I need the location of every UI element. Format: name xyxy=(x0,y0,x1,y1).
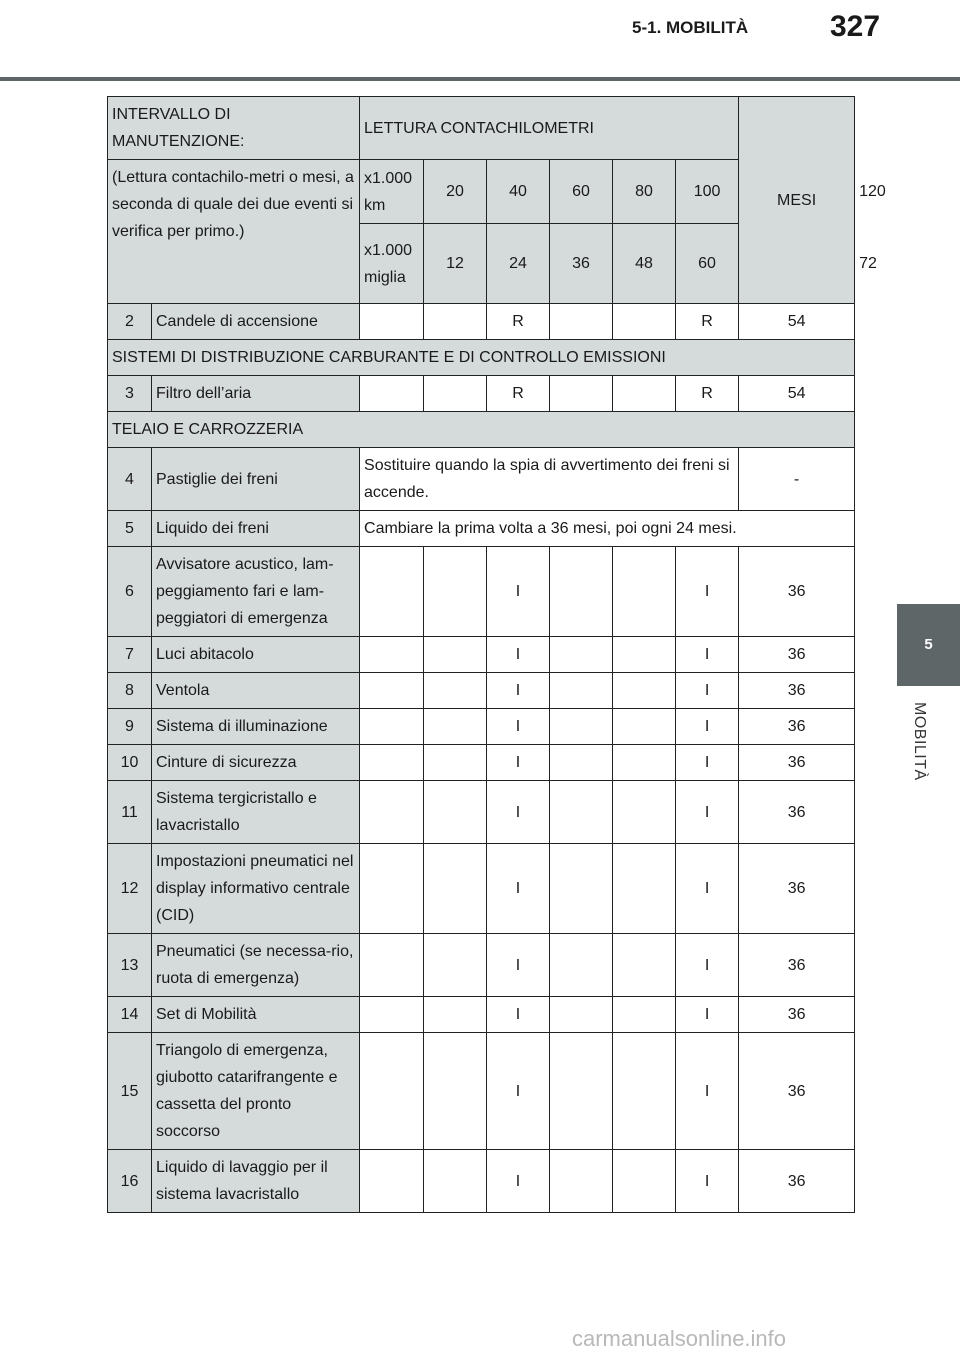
row-item: Liquido di lavaggio per il sistema lavacristallo xyxy=(152,1150,360,1213)
empty-cell xyxy=(550,997,613,1033)
odometer-label-cell: LETTURA CONTACHILOMETRI xyxy=(360,97,739,160)
months-header-cell: MESI xyxy=(739,97,855,304)
row-mark: I xyxy=(676,547,739,637)
empty-cell xyxy=(360,709,424,745)
miles-label-cell: x1.000 miglia xyxy=(360,224,424,304)
row-mark: I xyxy=(676,709,739,745)
table-row xyxy=(108,709,855,745)
row-item: Pneumatici (se necessa-rio, ruota di emergenza) xyxy=(152,934,360,997)
page-number: 327 xyxy=(830,10,881,43)
section-row-chassis: TELAIO E CARROZZERIA xyxy=(108,412,855,448)
row-item: Ventola xyxy=(152,673,360,709)
row-mark: I xyxy=(676,781,739,844)
row-mark: I xyxy=(487,745,550,781)
row-item: Cinture di sicurezza xyxy=(152,745,360,781)
km-label-cell: x1.000 km xyxy=(360,160,424,224)
empty-cell xyxy=(613,709,676,745)
row-item: Luci abitacolo xyxy=(152,637,360,673)
row-mark: I xyxy=(487,547,550,637)
chapter-label: MOBILITÀ xyxy=(911,702,928,781)
mile-value: 24 xyxy=(487,224,550,304)
empty-cell xyxy=(424,934,487,997)
empty-cell xyxy=(424,781,487,844)
empty-cell xyxy=(360,637,424,673)
empty-cell xyxy=(424,547,487,637)
empty-cell xyxy=(613,745,676,781)
row-number: 16 xyxy=(108,1150,152,1213)
km-value: 40 xyxy=(487,160,550,224)
row-months: 36 xyxy=(739,1033,855,1150)
empty-cell xyxy=(424,1150,487,1213)
empty-cell xyxy=(613,1033,676,1150)
row-mark: I xyxy=(676,1033,739,1150)
empty-cell xyxy=(550,1150,613,1213)
row-months: 36 xyxy=(739,781,855,844)
row-mark: R xyxy=(676,304,739,340)
row-item: Triangolo di emergenza, giubotto catarifrangente e cassetta del pronto soccorso xyxy=(152,1033,360,1150)
empty-cell xyxy=(613,781,676,844)
row-months: 54 xyxy=(739,304,855,340)
empty-cell xyxy=(360,547,424,637)
row-item: Set di Mobilità xyxy=(152,997,360,1033)
table-row xyxy=(108,448,855,511)
table-row xyxy=(108,673,855,709)
row-months: 36 xyxy=(739,709,855,745)
empty-cell xyxy=(613,997,676,1033)
row-mark: I xyxy=(487,997,550,1033)
section-row-fuel: SISTEMI DI DISTRIBUZIONE CARBURANTE E DI CONTROLLO EMISSIONI xyxy=(108,340,855,376)
row-item: Candele di accensione xyxy=(152,304,360,340)
row-number: 15 xyxy=(108,1033,152,1150)
row-mark: I xyxy=(487,1150,550,1213)
mile-value: 36 xyxy=(550,224,613,304)
mile-value: 60 xyxy=(676,224,739,304)
empty-cell xyxy=(360,934,424,997)
row-item: Impostazioni pneumatici nel display informativo centrale (CID) xyxy=(152,844,360,934)
row-number: 10 xyxy=(108,745,152,781)
row-mark: I xyxy=(487,844,550,934)
row-months: 36 xyxy=(739,637,855,673)
empty-cell xyxy=(613,934,676,997)
table-row xyxy=(108,511,855,547)
table-row xyxy=(108,997,855,1033)
empty-cell xyxy=(360,781,424,844)
table-row xyxy=(108,934,855,997)
empty-cell xyxy=(550,709,613,745)
row-months: 36 xyxy=(739,673,855,709)
row-mark: R xyxy=(676,376,739,412)
row-mark: I xyxy=(676,997,739,1033)
row-item: Sistema di illuminazione xyxy=(152,709,360,745)
empty-cell xyxy=(424,1033,487,1150)
row-mark: I xyxy=(487,934,550,997)
row-months: 36 xyxy=(739,1150,855,1213)
row-number: 4 xyxy=(108,448,152,511)
empty-cell xyxy=(550,934,613,997)
empty-cell xyxy=(360,745,424,781)
row-instruction: Cambiare la prima volta a 36 mesi, poi ogni 24 mesi. xyxy=(360,511,855,547)
row-number: 7 xyxy=(108,637,152,673)
row-mark: I xyxy=(676,673,739,709)
table-row xyxy=(108,637,855,673)
row-mark: R xyxy=(487,304,550,340)
row-months: - xyxy=(739,448,855,511)
row-item: Sistema tergicristallo e lavacristallo xyxy=(152,781,360,844)
table-row xyxy=(108,844,855,934)
km-value: 80 xyxy=(613,160,676,224)
row-item: Filtro dell’aria xyxy=(152,376,360,412)
row-months: 36 xyxy=(739,745,855,781)
row-mark: I xyxy=(676,1150,739,1213)
empty-cell xyxy=(613,547,676,637)
empty-cell xyxy=(550,844,613,934)
empty-cell xyxy=(424,997,487,1033)
row-mark: I xyxy=(487,1033,550,1150)
empty-cell xyxy=(360,1150,424,1213)
empty-cell xyxy=(424,745,487,781)
empty-cell xyxy=(360,673,424,709)
section-title: 5-1. MOBILITÀ xyxy=(632,18,749,37)
row-months: 36 xyxy=(739,997,855,1033)
empty-cell xyxy=(550,637,613,673)
row-number: 12 xyxy=(108,844,152,934)
empty-cell xyxy=(550,781,613,844)
mile-value: 12 xyxy=(424,224,487,304)
row-number: 3 xyxy=(108,376,152,412)
row-number: 14 xyxy=(108,997,152,1033)
km-value: 100 xyxy=(676,160,739,224)
empty-cell xyxy=(424,709,487,745)
empty-cell xyxy=(424,844,487,934)
row-number: 6 xyxy=(108,547,152,637)
row-item: Pastiglie dei freni xyxy=(152,448,360,511)
row-number: 11 xyxy=(108,781,152,844)
empty-cell xyxy=(613,673,676,709)
row-number: 5 xyxy=(108,511,152,547)
row-mark: I xyxy=(676,637,739,673)
row-item: Liquido dei freni xyxy=(152,511,360,547)
table-row xyxy=(108,781,855,844)
table-row xyxy=(108,1150,855,1213)
row-mark: I xyxy=(676,745,739,781)
empty-cell xyxy=(613,637,676,673)
empty-cell xyxy=(550,673,613,709)
row-months: 36 xyxy=(739,844,855,934)
empty-cell xyxy=(424,673,487,709)
row-mark: I xyxy=(487,637,550,673)
empty-cell xyxy=(613,1150,676,1213)
empty-cell xyxy=(613,844,676,934)
row-number: 2 xyxy=(108,304,152,340)
row-months: 36 xyxy=(739,934,855,997)
row-months: 36 xyxy=(739,547,855,637)
row-mark: I xyxy=(676,844,739,934)
row-mark: I xyxy=(487,709,550,745)
row-mark: I xyxy=(487,673,550,709)
row-item: Avvisatore acustico, lam-peggiamento fari e lam-peggiatori di emergenza xyxy=(152,547,360,637)
page-header xyxy=(0,0,960,80)
row-number: 13 xyxy=(108,934,152,997)
table-row xyxy=(108,376,855,412)
interval-label-cell: INTERVALLO DI MANUTENZIONE: xyxy=(108,97,360,160)
empty-cell xyxy=(550,547,613,637)
empty-cell xyxy=(360,844,424,934)
row-mark: R xyxy=(487,376,550,412)
table-row xyxy=(108,547,855,637)
row-mark: I xyxy=(487,781,550,844)
table-row xyxy=(108,304,855,340)
row-number: 8 xyxy=(108,673,152,709)
row-months: 54 xyxy=(739,376,855,412)
maintenance-table: INTERVALLO DI MANUTENZIONE: LETTURA CONTACHILOMETRI MESI (Lettura contachilo-metri o mesi, a seconda di quale dei due eventi si verifica per primo.) x1.000 km 20 40 60 80 100 120 x1.000 miglia 12 24 36 48 60 72 2 Candele di accensione R R 54 SISTEMI DI DISTRIBUZIONE CARBURANTE E DI CONTROLLO EMISSIONI 3 Filtro dell’aria R R 54 TELAIO E CARROZZERIA 4 Pastiglie dei freni Sostituire quando la spia di avvertimento dei freni si accende. - 5 Liquido dei freni Cambiare la prima volta a 36 mesi, poi ogni 24 mesi. 6 Avvisatore acustico, lam-peggiamento fari e lam-peggiatori di emergenza I I 36 7 Luci abitacolo I I 36 8 Ventola I I 36 9 Sistema di illuminazione I I 36 10 Cinture di sicurezza I I 36 11 Sistema tergicristallo e lavacristallo I I 36 12 Impostazioni pneumatici nel display informativo centrale (CID) I I 36 13 Pneumatici (se necessa-rio, ruota di emergenza) I I 36 14 Set di Mobilità I I 36 15 Triangolo di emergenza, giubotto catarifrangente e cassetta del pronto soccorso I I 36 16 Liquido di lavaggio per il sistema lavacristallo I I 36 xyxy=(107,96,855,1213)
row-instruction: Sostituire quando la spia di avvertimento dei freni si accende. xyxy=(360,448,739,511)
chapter-tab: 5 xyxy=(897,604,960,686)
watermark: carmanualsonline.info xyxy=(572,1326,787,1351)
row-number: 9 xyxy=(108,709,152,745)
row-mark: I xyxy=(676,934,739,997)
empty-cell xyxy=(550,1033,613,1150)
empty-cell xyxy=(360,1033,424,1150)
km-value: 20 xyxy=(424,160,487,224)
header-rule xyxy=(0,77,960,81)
km-value: 60 xyxy=(550,160,613,224)
table-row xyxy=(108,1033,855,1150)
empty-cell xyxy=(360,997,424,1033)
table-row xyxy=(108,745,855,781)
mile-value: 48 xyxy=(613,224,676,304)
note-cell: (Lettura contachilo-metri o mesi, a seconda di quale dei due eventi si verifica per primo.) xyxy=(108,160,360,304)
empty-cell xyxy=(424,637,487,673)
empty-cell xyxy=(550,745,613,781)
